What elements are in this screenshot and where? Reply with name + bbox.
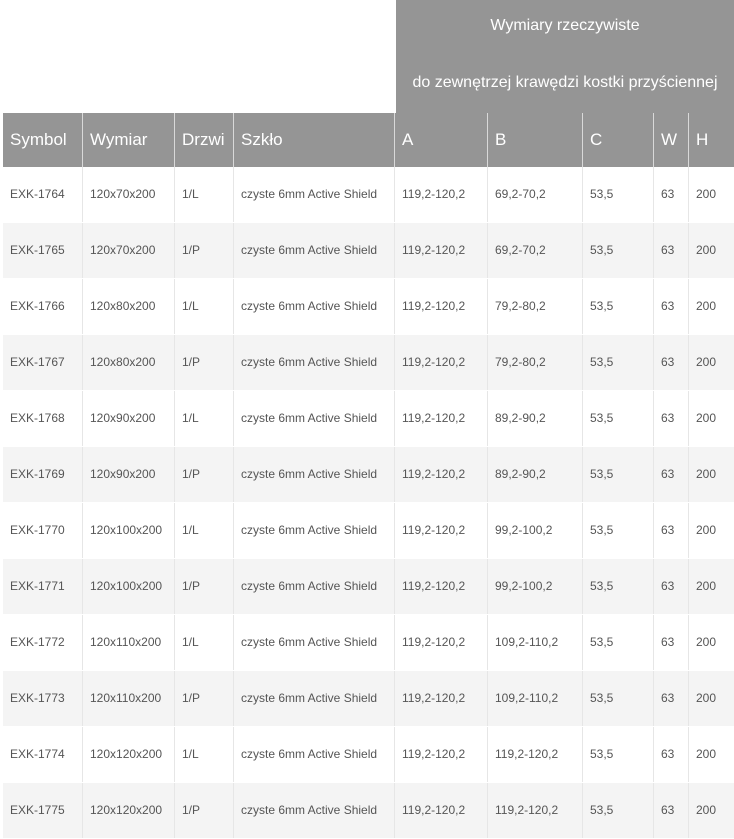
a-cell: 119,2-120,2	[395, 391, 488, 446]
drzwi-cell: 1/L	[175, 391, 234, 446]
c-cell: 53,5	[583, 783, 654, 838]
drzwi-cell: 1/P	[175, 335, 234, 390]
symbol-cell: EXK-1766	[3, 279, 83, 334]
symbol-cell: EXK-1771	[3, 559, 83, 614]
table-row	[3, 167, 734, 223]
w-cell: 63	[654, 559, 689, 614]
a-cell: 119,2-120,2	[395, 671, 488, 726]
a-cell: 119,2-120,2	[395, 167, 488, 222]
wymiar-cell: 120x110x200	[83, 615, 175, 670]
b-cell: 69,2-70,2	[488, 167, 583, 222]
drzwi-cell: 1/L	[175, 727, 234, 782]
c-cell: 53,5	[583, 391, 654, 446]
table-header-row	[3, 113, 734, 167]
drzwi-cell: 1/P	[175, 223, 234, 278]
w-cell: 63	[654, 167, 689, 222]
wymiar-cell: 120x80x200	[83, 279, 175, 334]
h-cell: 200	[696, 691, 717, 705]
symbol-cell: EXK-1773	[3, 671, 83, 726]
b-cell: 79,2-80,2	[488, 279, 583, 334]
column-header-w: W	[654, 113, 689, 167]
b-cell: 109,2-110,2	[488, 615, 583, 670]
c-cell: 53,5	[583, 559, 654, 614]
a-cell: 119,2-120,2	[395, 727, 488, 782]
w-cell: 63	[654, 223, 689, 278]
table-row	[3, 223, 734, 279]
szklo-cell: czyste 6mm Active Shield	[234, 391, 395, 446]
b-cell: 119,2-120,2	[488, 727, 583, 782]
symbol-cell: EXK-1767	[3, 335, 83, 390]
wymiar-cell: 120x70x200	[83, 167, 175, 222]
wymiar-cell: 120x100x200	[83, 559, 175, 614]
table-row	[3, 335, 734, 391]
h-cell: 200	[696, 523, 717, 537]
symbol-cell: EXK-1775	[3, 783, 83, 838]
symbol-cell: EXK-1772	[3, 615, 83, 670]
drzwi-cell: 1/P	[175, 783, 234, 838]
drzwi-cell: 1/L	[175, 279, 234, 334]
drzwi-cell: 1/P	[175, 559, 234, 614]
b-cell: 119,2-120,2	[488, 783, 583, 838]
a-cell: 119,2-120,2	[395, 279, 488, 334]
a-cell: 119,2-120,2	[395, 223, 488, 278]
h-cell: 200	[696, 635, 717, 649]
drzwi-cell: 1/P	[175, 671, 234, 726]
szklo-cell: czyste 6mm Active Shield	[234, 727, 395, 782]
column-header-drzwi: Drzwi	[175, 113, 234, 167]
h-cell: 200	[696, 747, 717, 761]
column-header-a: A	[395, 113, 488, 167]
column-header-szklo: Szkło	[234, 113, 395, 167]
table-row	[3, 503, 734, 559]
w-cell: 63	[654, 447, 689, 502]
drzwi-cell: 1/L	[175, 167, 234, 222]
h-cell: 200	[696, 355, 717, 369]
a-cell: 119,2-120,2	[395, 559, 488, 614]
symbol-cell: EXK-1764	[3, 167, 83, 222]
symbol-cell: EXK-1774	[3, 727, 83, 782]
h-cell: 200	[696, 299, 717, 313]
szklo-cell: czyste 6mm Active Shield	[234, 335, 395, 390]
b-cell: 109,2-110,2	[488, 671, 583, 726]
w-cell: 63	[654, 671, 689, 726]
table-row	[3, 615, 734, 671]
szklo-cell: czyste 6mm Active Shield	[234, 615, 395, 670]
table-row	[3, 783, 734, 839]
c-cell: 53,5	[583, 447, 654, 502]
w-cell: 63	[654, 279, 689, 334]
column-header-c: C	[583, 113, 654, 167]
b-cell: 89,2-90,2	[488, 391, 583, 446]
table-row	[3, 727, 734, 783]
wymiar-cell: 120x120x200	[83, 727, 175, 782]
c-cell: 53,5	[583, 615, 654, 670]
a-cell: 119,2-120,2	[395, 447, 488, 502]
wymiar-cell: 120x80x200	[83, 335, 175, 390]
table-row	[3, 391, 734, 447]
a-cell: 119,2-120,2	[395, 335, 488, 390]
symbol-cell: EXK-1765	[3, 223, 83, 278]
szklo-cell: czyste 6mm Active Shield	[234, 167, 395, 222]
h-cell: 200	[696, 187, 717, 201]
w-cell: 63	[654, 615, 689, 670]
drzwi-cell: 1/L	[175, 503, 234, 558]
dimensions-header-title: Wymiary rzeczywiste	[490, 17, 640, 34]
c-cell: 53,5	[583, 503, 654, 558]
table-row	[3, 671, 734, 727]
wymiar-cell: 120x100x200	[83, 503, 175, 558]
w-cell: 63	[654, 503, 689, 558]
h-cell: 200	[696, 243, 717, 257]
c-cell: 53,5	[583, 335, 654, 390]
drzwi-cell: 1/P	[175, 447, 234, 502]
h-cell: 200	[696, 579, 717, 593]
b-cell: 69,2-70,2	[488, 223, 583, 278]
b-cell: 89,2-90,2	[488, 447, 583, 502]
w-cell: 63	[654, 783, 689, 838]
c-cell: 53,5	[583, 671, 654, 726]
wymiar-cell: 120x90x200	[83, 447, 175, 502]
szklo-cell: czyste 6mm Active Shield	[234, 279, 395, 334]
column-header-b: B	[488, 113, 583, 167]
drzwi-cell: 1/L	[175, 615, 234, 670]
wymiar-cell: 120x110x200	[83, 671, 175, 726]
b-cell: 99,2-100,2	[488, 559, 583, 614]
szklo-cell: czyste 6mm Active Shield	[234, 783, 395, 838]
a-cell: 119,2-120,2	[395, 783, 488, 838]
szklo-cell: czyste 6mm Active Shield	[234, 503, 395, 558]
table-row	[3, 447, 734, 503]
szklo-cell: czyste 6mm Active Shield	[234, 447, 395, 502]
c-cell: 53,5	[583, 167, 654, 222]
h-cell: 200	[696, 411, 717, 425]
h-cell: 200	[696, 803, 717, 817]
w-cell: 63	[654, 391, 689, 446]
szklo-cell: czyste 6mm Active Shield	[234, 223, 395, 278]
wymiar-cell: 120x90x200	[83, 391, 175, 446]
a-cell: 119,2-120,2	[395, 503, 488, 558]
w-cell: 63	[654, 335, 689, 390]
h-cell: 200	[696, 467, 717, 481]
a-cell: 119,2-120,2	[395, 615, 488, 670]
column-header-wymiar: Wymiar	[83, 113, 175, 167]
dimensions-group-header	[396, 0, 734, 113]
wymiar-cell: 120x120x200	[83, 783, 175, 838]
column-header-symbol: Symbol	[3, 113, 83, 167]
symbol-cell: EXK-1769	[3, 447, 83, 502]
b-cell: 79,2-80,2	[488, 335, 583, 390]
c-cell: 53,5	[583, 727, 654, 782]
szklo-cell: czyste 6mm Active Shield	[234, 559, 395, 614]
c-cell: 53,5	[583, 279, 654, 334]
szklo-cell: czyste 6mm Active Shield	[234, 671, 395, 726]
column-header-h: H	[696, 130, 709, 149]
c-cell: 53,5	[583, 223, 654, 278]
wymiar-cell: 120x70x200	[83, 223, 175, 278]
table-row	[3, 559, 734, 615]
dimensions-header-subtitle: do zewnętrzej krawędzi kostki przyściennej	[412, 74, 718, 91]
w-cell: 63	[654, 727, 689, 782]
table-body	[3, 167, 734, 839]
b-cell: 99,2-100,2	[488, 503, 583, 558]
symbol-cell: EXK-1768	[3, 391, 83, 446]
table-row	[3, 279, 734, 335]
symbol-cell: EXK-1770	[3, 503, 83, 558]
